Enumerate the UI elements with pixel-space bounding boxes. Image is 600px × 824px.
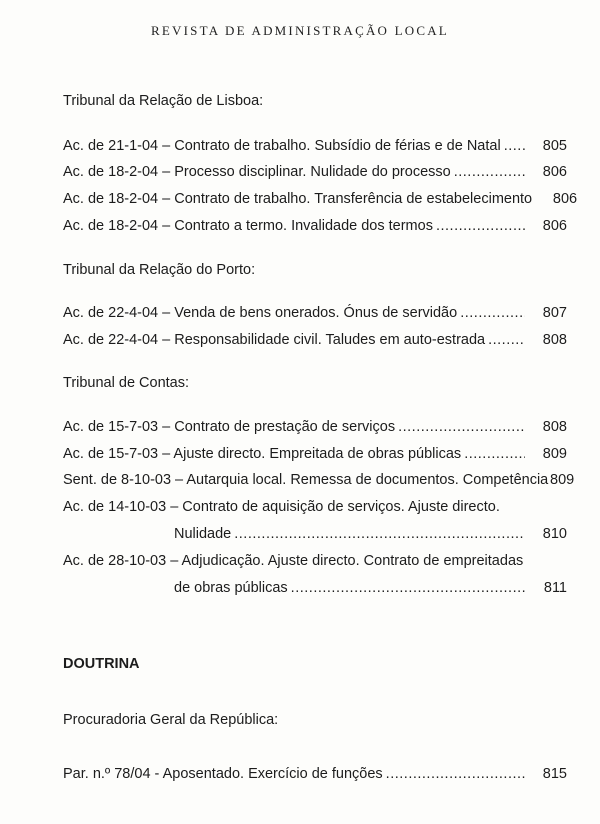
toc-entry: [63, 332, 567, 349]
dot-leader: [454, 164, 525, 181]
toc-entry: [63, 218, 567, 235]
entry-text: Sent. de 8-10-03 – Autarquia local. Remessa de documentos. Competência: [63, 472, 549, 488]
dot-leader: [386, 766, 525, 783]
entry-text: Ac. de 18-2-04 – Contrato a termo. Invalidade dos termos: [63, 218, 433, 234]
toc-entry: [63, 499, 567, 543]
dot-leader: [234, 526, 525, 543]
toc-entry: [63, 472, 575, 489]
entry-text-line1: Ac. de 14-10-03 – Contrato de aquisição de serviços. Ajuste directo.: [63, 499, 500, 515]
page-number: 806: [542, 218, 567, 234]
toc-entry: [63, 553, 567, 597]
section-label-tribunal-contas: Tribunal de Contas:: [63, 375, 190, 391]
entry-text: Ac. de 18-2-04 – Processo disciplinar. Nulidade do processo: [63, 164, 451, 180]
toc-entry: [63, 766, 567, 783]
section-label-relacao-lisboa: Tribunal da Relação de Lisboa:: [63, 93, 264, 109]
running-head: REVISTA DE ADMINISTRAÇÃO LOCAL: [151, 23, 449, 38]
doutrina-heading: DOUTRINA: [63, 656, 140, 672]
page-number: 808: [542, 332, 567, 348]
section-label-relacao-porto: Tribunal da Relação do Porto:: [63, 262, 256, 278]
section-label-procuradoria: Procuradoria Geral da República:: [63, 712, 279, 728]
toc-entry: [63, 419, 567, 436]
entry-text: Ac. de 21-1-04 – Contrato de trabalho. Subsídio de férias e de Natal: [63, 138, 501, 154]
entry-text: Ac. de 15-7-03 – Ajuste directo. Empreitada de obras públicas: [63, 446, 462, 462]
entry-text-line2: Nulidade: [174, 526, 232, 542]
page-number: 810: [542, 526, 567, 542]
page-number: 811: [543, 580, 567, 596]
page-number: 806: [552, 191, 578, 207]
page-number: 805: [542, 138, 567, 154]
entry-text-line2: de obras públicas: [174, 580, 288, 596]
dot-leader: [488, 332, 525, 349]
entry-text-line1: Ac. de 28-10-03 – Adjudicação. Ajuste directo. Contrato de empreitadas: [63, 553, 524, 569]
page-number: 809: [542, 446, 567, 462]
page-number: 815: [542, 766, 567, 782]
toc-entry: [63, 446, 567, 463]
toc-entry: [63, 305, 567, 322]
dot-leader: [504, 138, 525, 155]
page-number: 809: [550, 472, 575, 488]
entry-text: Ac. de 18-2-04 – Contrato de trabalho. Transferência de estabelecimento: [63, 191, 533, 207]
dot-leader: [291, 580, 525, 597]
entry-text: Par. n.º 78/04 - Aposentado. Exercício de funções: [63, 766, 383, 782]
dot-leader: [398, 419, 525, 436]
page-number: 806: [542, 164, 567, 180]
toc-entry: [63, 191, 578, 208]
entry-text: Ac. de 22-4-04 – Venda de bens onerados. Ónus de servidão: [63, 305, 458, 321]
page-number: 807: [542, 305, 567, 321]
dot-leader: [464, 446, 525, 463]
toc-entry: [63, 164, 567, 181]
entry-text: Ac. de 22-4-04 – Responsabilidade civil. Taludes em auto-estrada: [63, 332, 486, 348]
dot-leader: [460, 305, 525, 322]
toc-entry: [63, 138, 567, 155]
entry-text: Ac. de 15-7-03 – Contrato de prestação de serviços: [63, 419, 396, 435]
page-number: 808: [542, 419, 567, 435]
dot-leader: [436, 218, 525, 235]
